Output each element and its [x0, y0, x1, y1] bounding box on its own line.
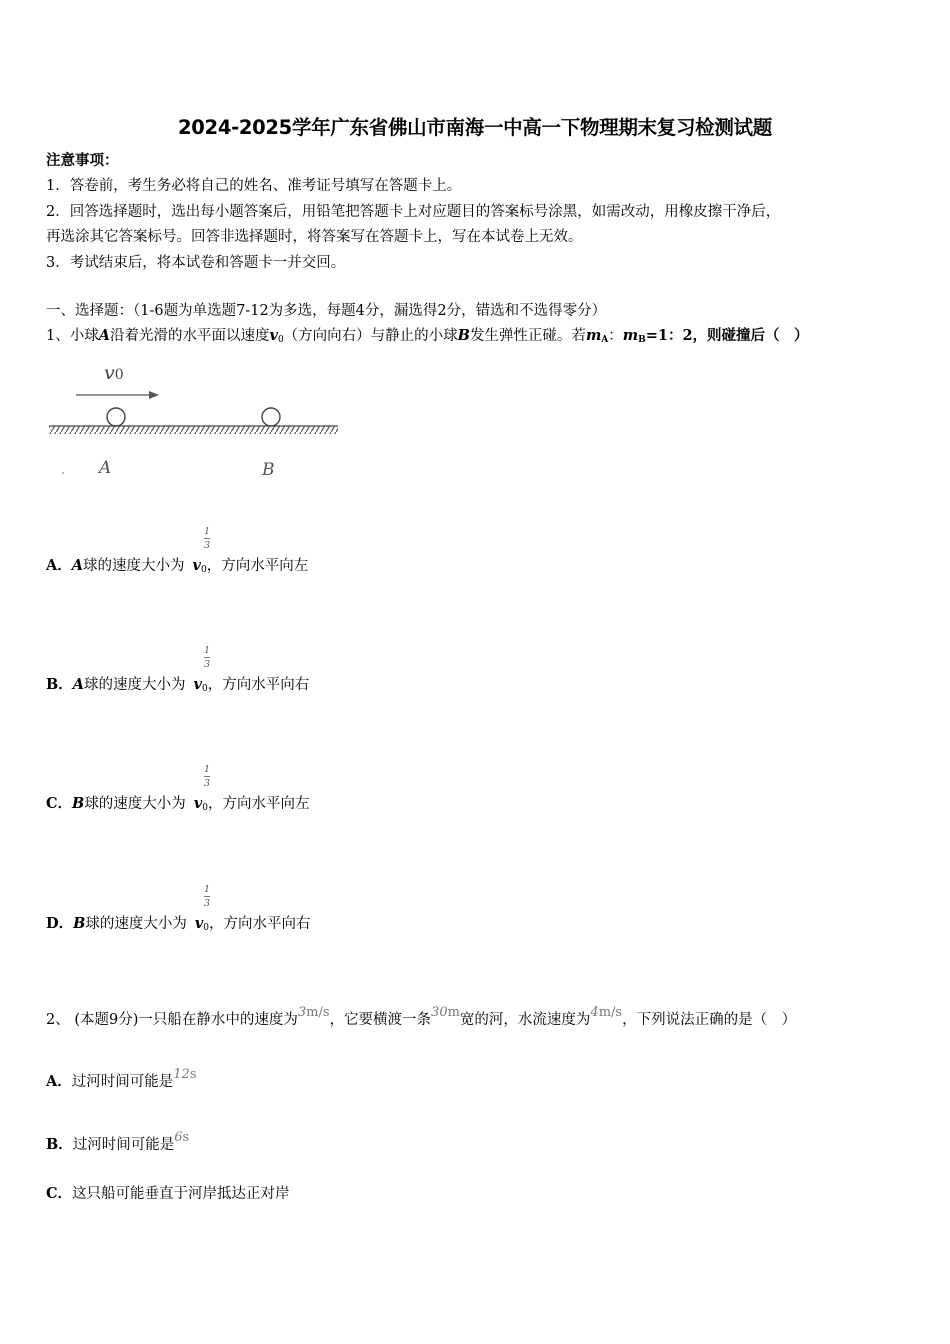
figure-v0-label: v0 — [104, 362, 124, 384]
notice-item: 2．回答选择题时，选出每小题答案后，用铅笔把答题卡上对应题目的答案标号涂黑，如需改动，用橡皮擦干净后， — [46, 204, 781, 220]
option-d: D．B球的速度大小为 $v_0$，方向水平向右 — [46, 915, 311, 933]
notice-heading: 注意事项： — [46, 152, 119, 169]
collision-diagram — [46, 360, 346, 490]
q2-option-b: B．过河时间可能是6s — [46, 1130, 190, 1153]
ball-b — [262, 408, 280, 426]
question-2-stem: 2、 (本题9分)一只船在静水中的速度为3m/s，它要横渡一条30m宽的河，水流速度为4m/s，下列说法正确的是（ ） — [46, 1005, 797, 1028]
section-heading: 一、选择题：（1-6题为单选题7-12为多选，每题4分，漏选得2分，错选和不选得零分） — [46, 303, 607, 319]
notice-item: 3．考试结束后，将本试卷和答题卡一并交回。 — [46, 255, 346, 271]
notice-item: 再选涂其它答案标号。回答非选择题时，将答案写在答题卡上，写在本试卷上无效。 — [46, 229, 583, 245]
q2-option-c: C．这只船可能垂直于河岸抵达正对岸 — [46, 1185, 290, 1202]
collision-figure — [46, 360, 346, 490]
q2-option-a: A．过河时间可能是12s — [46, 1067, 197, 1090]
ball-a — [107, 408, 125, 426]
notice-item: 1．答卷前，考生务必将自己的姓名、准考证号填写在答题卡上。 — [46, 178, 462, 194]
figure-label-b: B — [262, 460, 275, 480]
option-b: B．A球的速度大小为 $v_0$，方向水平向右 — [46, 676, 310, 694]
option-a: A．A球的速度大小为 $v_0$，方向水平向左 — [46, 557, 309, 575]
ground-hatching — [49, 426, 338, 434]
option-c: C．B球的速度大小为 $v_0$，方向水平向左 — [46, 795, 310, 813]
page-title: 2024-2025学年广东省佛山市南海一中高一下物理期末复习检测试题 — [178, 116, 772, 139]
figure-label-a: A — [99, 458, 112, 478]
arrow-head — [149, 391, 159, 399]
question-1-stem: 1、小球A沿着光滑的水平面以速度$v_0$（方向向右）与静止的小球B发生弹性正碰。若$m_A$：$m_B=1$：2，则碰撞后（ ） — [46, 327, 809, 345]
